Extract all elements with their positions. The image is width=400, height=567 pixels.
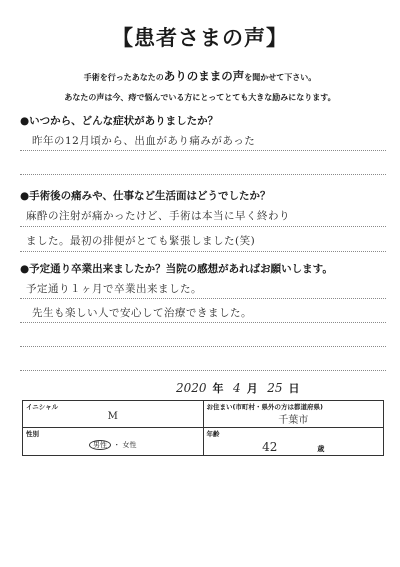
age-cell [203,428,384,456]
answer-2-line-2: ました。最初の排便がとても緊張しました(笑) [26,235,256,247]
question-3: ●予定通り卒業出来ましたか？当院の感想があればお願いします。 [20,263,333,275]
address-label: お住まい(市町村・県外の方は都道府県) [206,403,323,411]
answer-3-rule-4 [20,370,386,371]
gender-male-selected: 男性 [89,440,111,450]
initial-cell [23,401,204,428]
page-title: 【患者さまの声】 [112,26,288,50]
answer-1-rule-2 [20,174,386,175]
gender-cell [23,428,204,456]
gender-label: 性別 [26,430,39,438]
intro-line-1 [0,68,400,84]
date-line [170,380,299,396]
date-month-unit: 月 [246,382,258,395]
answer-3-line-1: 予定通り１ヶ月で卒業出来ました。 [26,283,202,295]
intro-line-2: あなたの声は今、痔で悩んでいる方にとってとても大きな励みになります。 [64,93,336,102]
age-value: 42 [262,440,278,454]
date-day: 25 [267,381,283,395]
age-label: 年齢 [206,430,220,438]
gender-female: 女性 [122,441,137,449]
date-month: 4 [233,381,241,395]
intro-line-1-emphasis: ありのままの声 [163,69,245,83]
intro-line-1-pre: 手術を行ったあなたの [83,73,164,82]
address-cell [203,401,384,428]
intro-line-1-post: を聞かせて下さい。 [244,73,317,82]
initial-label: イニシャル [26,403,59,411]
answer-2-rule-1 [20,226,386,227]
question-1: ●いつから、どんな症状がありましたか？ [20,115,219,127]
date-day-unit: 日 [288,382,300,395]
age-unit: 歳 [317,445,325,453]
initial-value: M [107,411,118,422]
answer-3-rule-3 [20,346,386,347]
respondent-info-table [22,400,384,456]
gender-separator: ・ [113,441,121,449]
answer-1-rule-1 [20,150,386,151]
answer-3-rule-1 [20,298,386,299]
answer-1-line-1: 昨年の12月頃から、出血があり痛みがあった [32,135,256,147]
address-value: 千葉市 [278,415,309,426]
gender-options [26,440,200,450]
answer-2-rule-2 [20,251,386,252]
date-year-unit: 年 [212,382,224,395]
question-2: ●手術後の痛みや、仕事など生活面はどうでしたか？ [20,190,271,202]
answer-3-rule-2 [20,322,386,323]
answer-2-line-1: 麻酔の注射が痛かったけど、手術は本当に早く終わり [26,210,290,222]
age-field [207,440,381,454]
date-year: 2020 [176,381,207,395]
answer-3-line-2: 先生も楽しい人で安心して治療できました。 [32,307,252,319]
